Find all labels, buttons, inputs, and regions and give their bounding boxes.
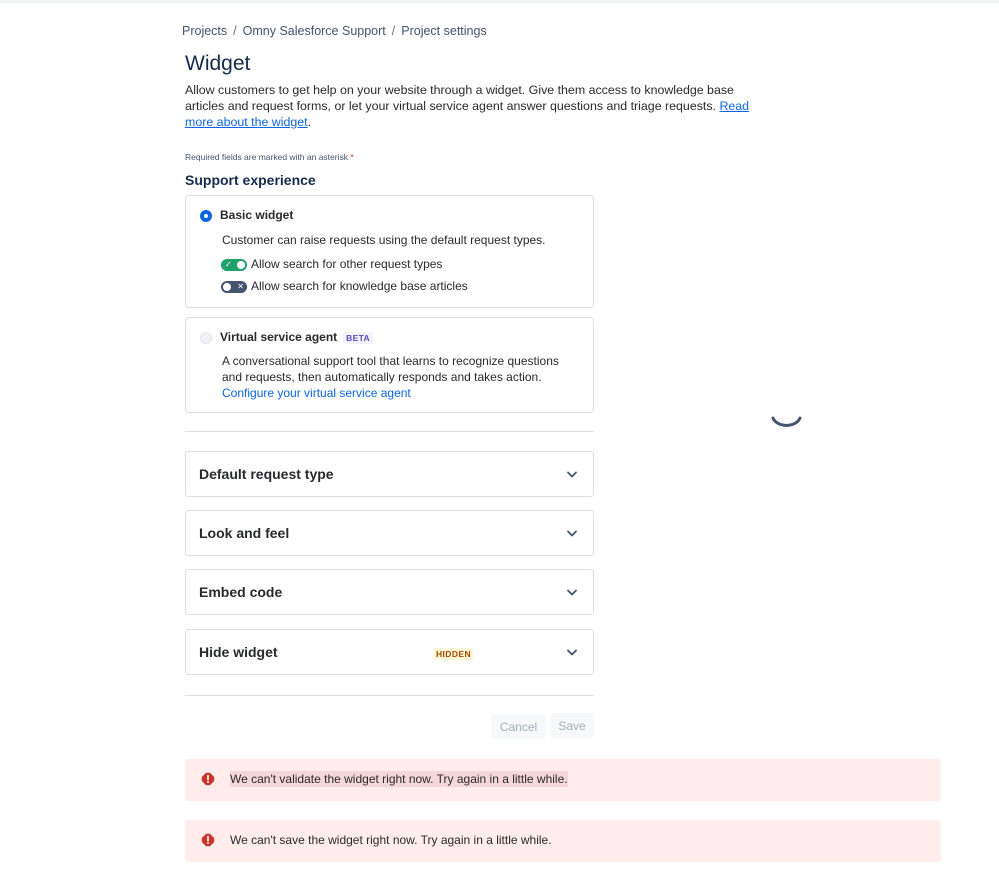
error-message: We can't validate the widget right now. Try again in a little while. (230, 772, 568, 786)
knowledge-base-search-label: Allow search for knowledge base articles (251, 279, 468, 293)
vsa-description (222, 353, 582, 401)
save-error-flag (185, 820, 941, 862)
basic-widget-option[interactable] (185, 195, 594, 308)
save-button[interactable]: Save (550, 713, 594, 738)
description-trailing: . (307, 115, 312, 129)
basic-widget-description: Customer can raise requests using the default request types. (222, 233, 546, 247)
accordion-title: Embed code (199, 584, 283, 600)
top-divider (0, 0, 999, 3)
chevron-down-icon (565, 526, 579, 540)
error-icon (201, 833, 215, 847)
beta-badge: BETA (343, 332, 373, 344)
hide-widget-accordion[interactable] (185, 629, 594, 675)
accordion-title: Default request type (199, 466, 334, 482)
section-divider (185, 431, 594, 432)
support-experience-heading: Support experience (185, 172, 316, 188)
breadcrumb-project[interactable]: Omny Salesforce Support (242, 24, 386, 38)
breadcrumb-separator: / (391, 24, 396, 38)
error-message: We can't save the widget right now. Try again in a little while. (230, 833, 552, 847)
request-types-search-label: Allow search for other request types (251, 257, 443, 271)
required-note-text: Required fields are marked with an asterisk (185, 152, 348, 162)
breadcrumb-projects[interactable]: Projects (182, 24, 228, 38)
knowledge-base-search-toggle[interactable] (221, 281, 247, 293)
look-and-feel-accordion[interactable] (185, 510, 594, 556)
accordion-title: Hide widget (199, 644, 278, 660)
virtual-service-agent-radio[interactable] (200, 332, 212, 344)
page-description (185, 82, 751, 130)
breadcrumb-separator: / (233, 24, 237, 38)
toggle-knob (237, 261, 245, 269)
chevron-down-icon (565, 585, 579, 599)
error-icon (201, 772, 215, 786)
virtual-service-agent-option[interactable] (185, 317, 594, 413)
page-title: Widget (185, 52, 251, 75)
cancel-button[interactable]: Cancel (491, 714, 546, 739)
required-fields-note (185, 152, 354, 162)
request-types-search-toggle[interactable] (221, 259, 247, 271)
embed-code-accordion[interactable] (185, 569, 594, 615)
vsa-label-text: Virtual service agent (220, 330, 338, 344)
validate-error-flag (185, 759, 941, 801)
basic-widget-label: Basic widget (220, 208, 294, 222)
close-icon: ✕ (237, 282, 244, 291)
configure-vsa-link[interactable]: Configure your virtual service agent (222, 386, 411, 400)
section-divider (185, 695, 594, 696)
chevron-down-icon (565, 645, 579, 659)
accordion-title: Look and feel (199, 525, 290, 541)
basic-widget-radio[interactable] (200, 210, 212, 222)
virtual-service-agent-label (220, 330, 373, 344)
toggle-knob (223, 283, 231, 291)
vsa-description-line: A conversational support tool that learns to recognize questions (222, 354, 559, 368)
hidden-badge: HIDDEN (436, 649, 471, 659)
loading-spinner-icon (770, 398, 802, 430)
required-asterisk: * (350, 152, 354, 162)
check-icon: ✓ (225, 260, 232, 269)
vsa-description-line: and requests, then automatically responds and takes action. (222, 370, 542, 384)
default-request-type-accordion[interactable] (185, 451, 594, 497)
read-more-link[interactable]: Read more about the widget (185, 99, 750, 129)
description-text: Allow customers to get help on your website through a widget. Give them access to knowledge base articles and request forms, or let your virtual service agent answer questions and triage requests. (185, 83, 734, 113)
breadcrumb-project-settings[interactable]: Project settings (401, 24, 487, 38)
chevron-down-icon (565, 467, 579, 481)
breadcrumb (182, 24, 487, 38)
